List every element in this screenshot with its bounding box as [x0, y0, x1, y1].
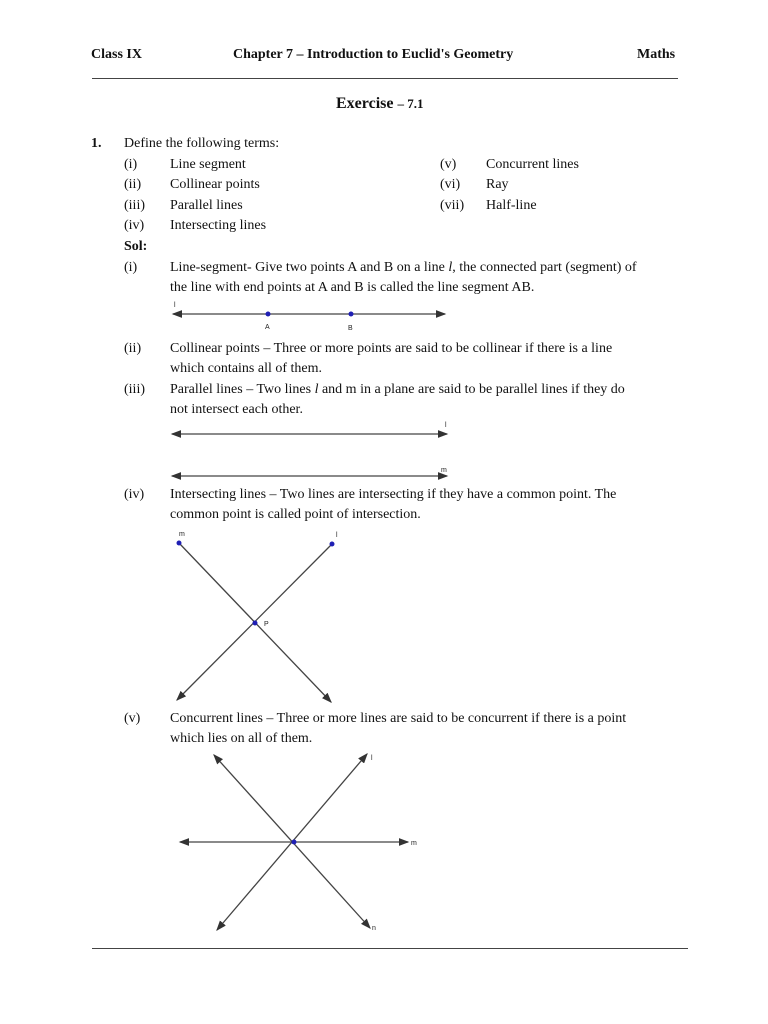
figure-line-segment — [165, 298, 455, 338]
line-m-label: m — [441, 467, 447, 474]
footer-rule — [92, 948, 688, 949]
sol-line — [170, 260, 637, 276]
sol-line: Concurrent lines – Three or more lines are said to be concurrent if there is a point — [170, 711, 627, 726]
sol-num: (ii) — [124, 341, 142, 356]
point-concurrency — [292, 840, 297, 845]
sol-line: Collinear points – Three or more points are said to be collinear if there is a line — [170, 341, 613, 356]
sol-text: and m in a plane are said to be parallel lines if they do — [318, 382, 625, 397]
term-text: Half-line — [486, 198, 537, 213]
sol-italic: l — [314, 382, 319, 397]
line-n-label: n — [372, 925, 376, 932]
sol-num: (iv) — [124, 487, 145, 502]
figure-concurrent-lines — [165, 748, 435, 938]
sol-line: the line with end points at A and B is called the line segment AB. — [170, 280, 535, 295]
header-class: Class IX — [91, 47, 142, 62]
point-p — [253, 621, 258, 626]
term-text: Concurrent lines — [486, 157, 579, 172]
exercise-word: Exercise — [336, 95, 394, 112]
line-label: l — [174, 302, 176, 309]
line-m-label: m — [179, 531, 185, 538]
term-text: Ray — [486, 177, 509, 192]
sol-line: which contains all of them. — [170, 361, 323, 376]
sol-num: (i) — [124, 260, 138, 275]
point-a — [266, 312, 271, 317]
term-text: Line segment — [170, 157, 246, 172]
point-b-label: B — [348, 325, 353, 332]
header-rule — [92, 78, 678, 79]
point-a-label: A — [265, 324, 270, 331]
sol-line: not intersect each other. — [170, 402, 303, 417]
solution-label: Sol: — [124, 239, 148, 254]
term-num: (vi) — [440, 177, 461, 192]
point-m-end — [177, 541, 182, 546]
term-num: (iii) — [124, 198, 145, 213]
figure-parallel-lines — [165, 418, 465, 483]
line-l-label: l — [371, 755, 373, 762]
sol-line: common point is called point of intersection. — [170, 507, 421, 522]
term-num: (v) — [440, 157, 457, 172]
term-num: (iv) — [124, 218, 145, 233]
sol-italic: l — [448, 260, 453, 275]
sol-text: , the connected part (segment) of — [452, 260, 637, 275]
term-text: Collinear points — [170, 177, 260, 192]
question-prompt: Define the following terms: — [124, 136, 280, 151]
line-l-label: l — [336, 532, 338, 539]
exercise-number: – 7.1 — [397, 96, 424, 111]
term-num: (vii) — [440, 198, 465, 213]
sol-num: (iii) — [124, 382, 145, 397]
point-b — [349, 312, 354, 317]
exercise-title — [336, 95, 423, 113]
line-l-label: l — [445, 422, 447, 429]
sol-line: which lies on all of them. — [170, 731, 313, 746]
point-l-end — [330, 542, 335, 547]
figure-intersecting-lines — [165, 528, 365, 708]
sol-text: Line-segment- Give two points A and B on a line — [170, 260, 449, 275]
term-num: (i) — [124, 157, 138, 172]
header-subject: Maths — [637, 47, 676, 62]
sol-line — [170, 382, 625, 398]
sol-text: Parallel lines – Two lines — [170, 382, 315, 397]
sol-line: Intersecting lines – Two lines are intersecting if they have a common point. The — [170, 487, 617, 502]
header-chapter: Chapter 7 – Introduction to Euclid's Geometry — [233, 47, 514, 62]
term-text: Intersecting lines — [170, 218, 267, 233]
term-text: Parallel lines — [170, 198, 243, 213]
sol-num: (v) — [124, 711, 141, 726]
term-num: (ii) — [124, 177, 142, 192]
point-p-label: P — [264, 621, 269, 628]
question-number: 1. — [91, 136, 102, 151]
line-m-label: m — [411, 840, 417, 847]
